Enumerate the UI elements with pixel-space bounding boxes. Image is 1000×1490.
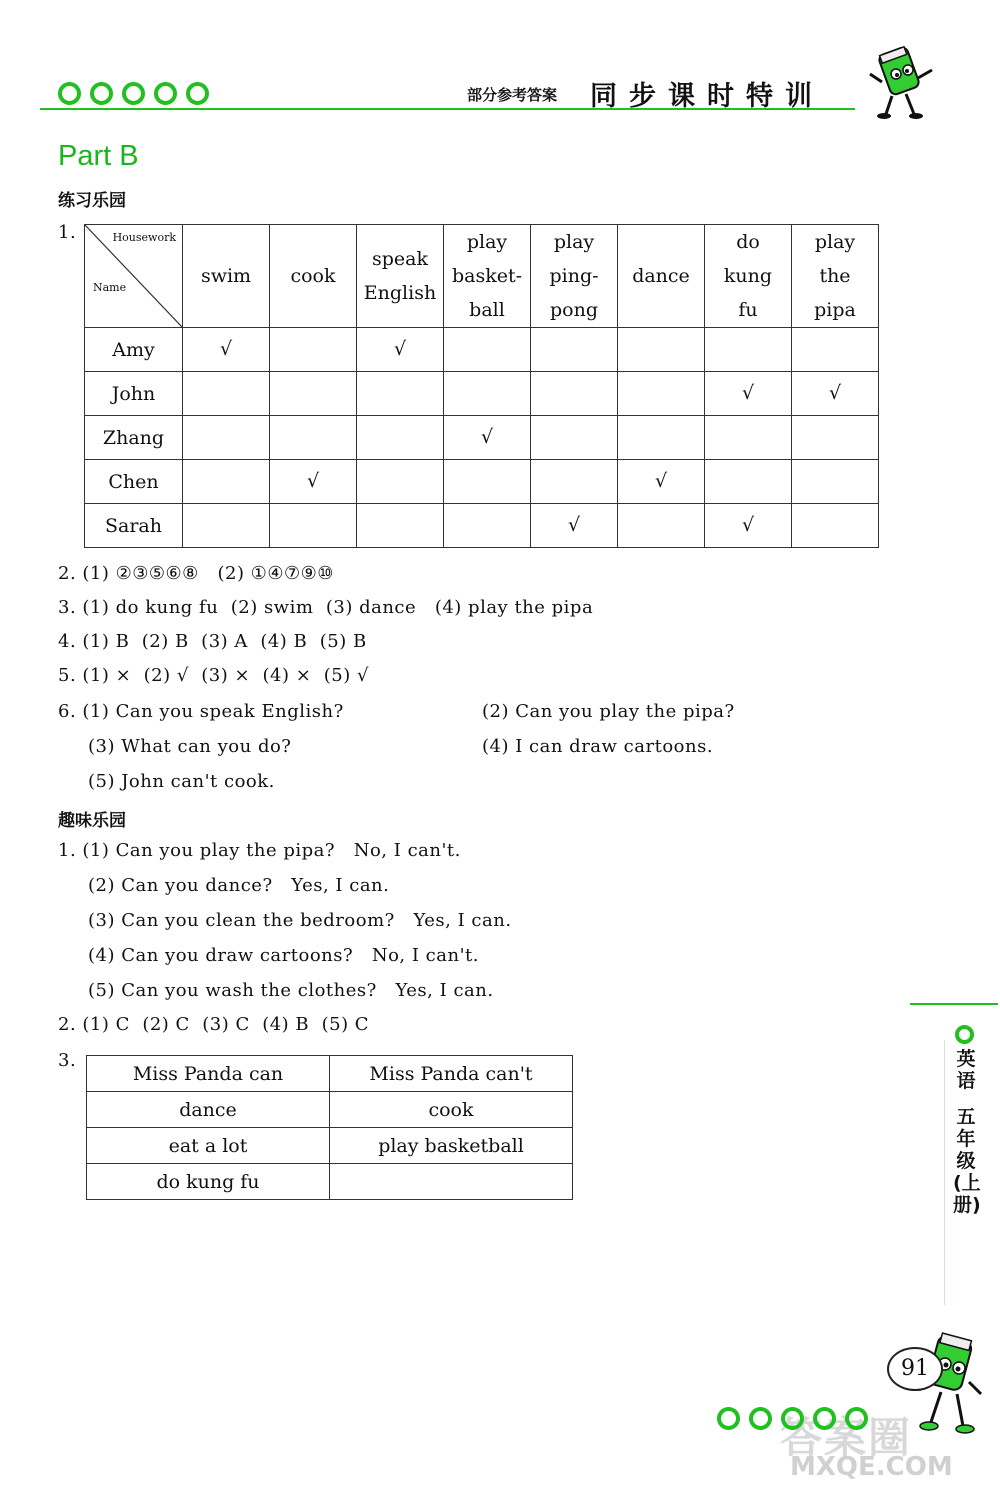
column-header: play basket- ball	[444, 225, 531, 328]
table-cell	[705, 416, 792, 460]
circle-icon	[955, 1025, 974, 1044]
table-cell	[618, 504, 705, 548]
table-cell: √	[531, 504, 618, 548]
answer-line: (3) What can you do?	[88, 736, 292, 757]
answer-line: 1. (1) Can you play the pipa? No, I can't.	[58, 840, 461, 861]
table-cell: √	[270, 460, 357, 504]
circle-icon	[122, 82, 145, 105]
answer-line: (2) Can you play the pipa?	[482, 701, 735, 722]
table-row	[85, 504, 879, 548]
circle-icon	[154, 82, 177, 105]
table-cell	[270, 372, 357, 416]
circle-icon	[845, 1407, 868, 1430]
table-cell: √	[618, 460, 705, 504]
corner-label-top: Housework	[112, 231, 176, 244]
circle-icon	[186, 82, 209, 105]
table-cell: play basketball	[330, 1128, 573, 1164]
table-cell	[705, 460, 792, 504]
section-title-fun: 趣味乐园	[58, 811, 126, 831]
table-cell: √	[357, 328, 444, 372]
column-header: Miss Panda can	[87, 1056, 330, 1092]
answer-line: (3) Can you clean the bedroom? Yes, I can.	[88, 910, 512, 931]
table-cell	[531, 460, 618, 504]
table-cell	[531, 416, 618, 460]
table-cell	[357, 460, 444, 504]
table-cell: √	[183, 328, 270, 372]
table-cell	[444, 460, 531, 504]
watermark-url: MXQE.COM	[790, 1452, 953, 1482]
table-cell	[270, 504, 357, 548]
table-row	[87, 1128, 573, 1164]
housework-table	[84, 224, 879, 548]
table-cell: √	[705, 372, 792, 416]
table-row	[85, 416, 879, 460]
circle-icon	[717, 1407, 740, 1430]
circle-icon	[781, 1407, 804, 1430]
column-header: speak English	[357, 225, 444, 328]
answer-line: (4) Can you draw cartoons? No, I can't.	[88, 945, 479, 966]
table-cell: cook	[330, 1092, 573, 1128]
answer-line: 2. (1) C (2) C (3) C (4) B (5) C	[58, 1014, 370, 1035]
corner-label-bottom: Name	[93, 281, 127, 294]
table-cell	[618, 372, 705, 416]
table-row	[85, 328, 879, 372]
column-header: play ping- pong	[531, 225, 618, 328]
answer-line: (4) I can draw cartoons.	[482, 736, 714, 757]
column-header: cook	[270, 225, 357, 328]
table-cell	[330, 1164, 573, 1200]
side-label	[953, 1048, 979, 1216]
watermark: 答案圈	[780, 1413, 913, 1462]
answer-line: 5. (1) × (2) √ (3) × (4) × (5) √	[58, 665, 369, 686]
table-row	[85, 460, 879, 504]
table-row	[85, 372, 879, 416]
table-cell: eat a lot	[87, 1128, 330, 1164]
table-cell	[705, 328, 792, 372]
row-name: Sarah	[85, 504, 183, 548]
table-cell	[270, 328, 357, 372]
circle-icon	[749, 1407, 772, 1430]
table-cell: do kung fu	[87, 1164, 330, 1200]
table-cell	[618, 416, 705, 460]
answer-line: 2. (1) ②③⑤⑥⑧ (2) ①④⑦⑨⑩	[58, 563, 334, 584]
table-cell	[270, 416, 357, 460]
part-title: Part B	[58, 140, 139, 172]
answer-line: 3. (1) do kung fu (2) swim (3) dance (4) play the pipa	[58, 597, 594, 618]
footer-dots	[717, 1407, 868, 1430]
table-header-row	[85, 225, 879, 328]
side-vertical-line	[944, 1040, 945, 1305]
pencil-mascot-icon	[862, 44, 940, 122]
column-header: do kung fu	[705, 225, 792, 328]
table-cell	[618, 328, 705, 372]
table-cell	[792, 328, 879, 372]
table-cell	[183, 460, 270, 504]
table-cell	[183, 504, 270, 548]
row-name: John	[85, 372, 183, 416]
table-cell	[183, 416, 270, 460]
answer-line: (5) John can't cook.	[88, 771, 275, 792]
section-title-practice: 练习乐园	[58, 191, 126, 211]
column-header: dance	[618, 225, 705, 328]
table-cell	[357, 504, 444, 548]
table-cell	[792, 416, 879, 460]
header-subtitle: 部分参考答案	[467, 86, 558, 104]
circle-icon	[58, 82, 81, 105]
answer-line: 6. (1) Can you speak English?	[58, 701, 344, 722]
table-cell	[183, 372, 270, 416]
column-header: Miss Panda can't	[330, 1056, 573, 1092]
header-dots	[58, 82, 209, 105]
header-title: 同步课时特训	[590, 81, 824, 112]
answer-line: 4. (1) B (2) B (3) A (4) B (5) B	[58, 631, 367, 652]
circle-icon	[90, 82, 113, 105]
answer-line: (5) Can you wash the clothes? Yes, I can.	[88, 980, 494, 1001]
question-number: 1.	[58, 222, 77, 243]
table-cell	[792, 504, 879, 548]
row-name: Amy	[85, 328, 183, 372]
table-cell: √	[444, 416, 531, 460]
table-corner-cell	[85, 225, 183, 328]
side-subject: 英语	[956, 1048, 976, 1092]
answer-line: (2) Can you dance? Yes, I can.	[88, 875, 390, 896]
panda-table	[86, 1055, 573, 1200]
circle-icon	[813, 1407, 836, 1430]
row-name: Chen	[85, 460, 183, 504]
table-row	[87, 1164, 573, 1200]
table-cell	[531, 328, 618, 372]
side-divider	[910, 1003, 998, 1005]
column-header: swim	[183, 225, 270, 328]
table-row	[87, 1092, 573, 1128]
table-cell	[444, 504, 531, 548]
table-cell	[444, 328, 531, 372]
table-cell	[357, 372, 444, 416]
table-header-row	[87, 1056, 573, 1092]
table-cell: dance	[87, 1092, 330, 1128]
table-cell: √	[792, 372, 879, 416]
table-cell	[792, 460, 879, 504]
page-number: 91	[887, 1347, 943, 1391]
row-name: Zhang	[85, 416, 183, 460]
table-cell	[357, 416, 444, 460]
table-cell	[444, 372, 531, 416]
column-header: play the pipa	[792, 225, 879, 328]
table-cell	[531, 372, 618, 416]
table-cell: √	[705, 504, 792, 548]
side-grade: 五年级(上册)	[953, 1106, 981, 1216]
question-number: 3.	[58, 1050, 77, 1071]
